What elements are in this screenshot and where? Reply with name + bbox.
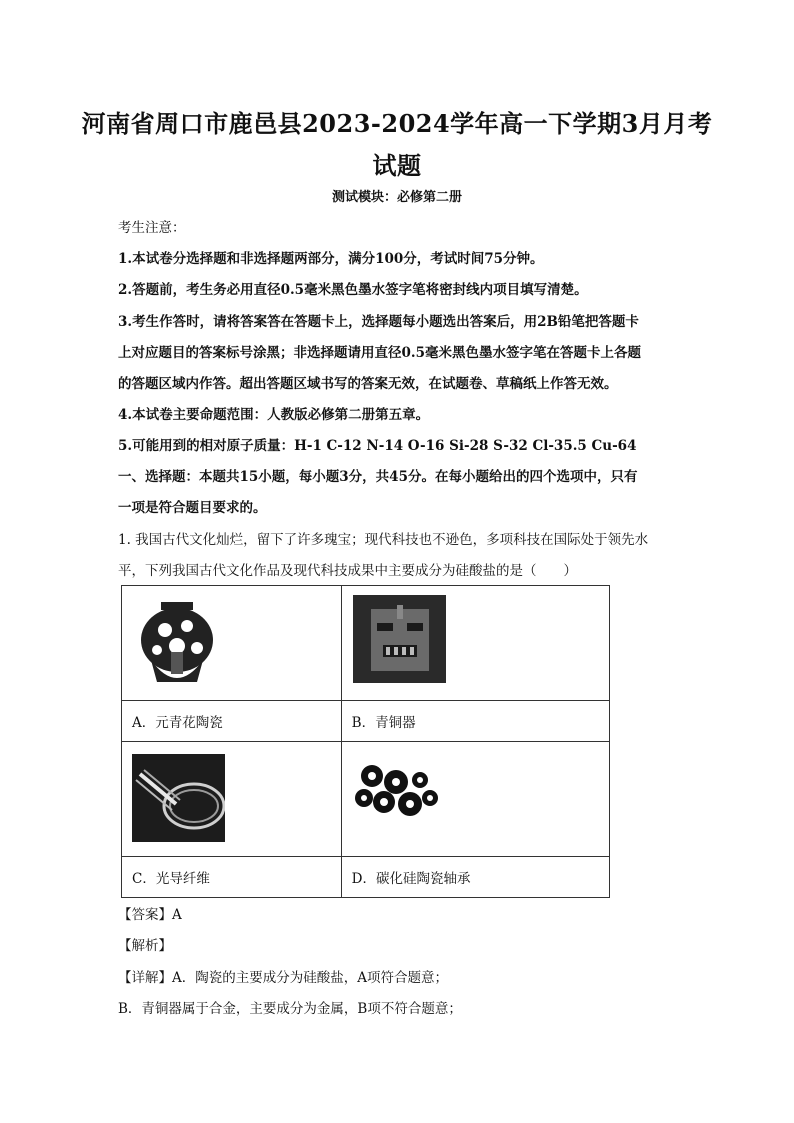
section-heading-b: 一项是符合题目要求的。 (118, 500, 267, 516)
option-a-label: A．元青花陶瓷 (122, 701, 342, 742)
notice-3b: 上对应题目的答案标号涂黑；非选择题请用直径0.5毫米黑色墨水签字笔在答题卡上各题 (118, 345, 641, 361)
notice-4: 4.本试卷主要命题范围：人教版必修第二册第五章。 (118, 407, 430, 423)
exam-title-line2: 试题 (372, 151, 422, 180)
question-1-line-b: 平，下列我国古代文化作品及现代科技成果中主要成分为硅酸盐的是（ ） (118, 563, 577, 579)
optical-fiber-image (132, 754, 225, 842)
option-a-image-cell (122, 586, 342, 701)
detail-line-2: B．青铜器属于合金，主要成分为金属，B项不符合题意； (118, 1001, 462, 1017)
exam-title-line1: 河南省周口市鹿邑县2023-2024学年高一下学期3月月考 (81, 109, 713, 138)
blue-white-porcelain-image (137, 600, 217, 688)
notice-2: 2.答题前，考生务必用直径0.5毫米黑色墨水签字笔将密封线内项目填写清楚。 (118, 282, 588, 298)
question-1-line-a: 1. 我国古代文化灿烂，留下了许多瑰宝；现代科技也不逊色，多项科技在国际处于领先水 (118, 532, 649, 548)
detail-line-1: 【详解】A．陶瓷的主要成分为硅酸盐，A项符合题意； (118, 970, 448, 986)
section-heading-a: 一、选择题：本题共15小题，每小题3分，共45分。在每小题给出的四个选项中，只有 (118, 469, 638, 485)
options-table (121, 585, 610, 898)
notice-3c: 的答题区域内作答。超出答题区域书写的答案无效，在试题卷、草稿纸上作答无效。 (118, 376, 618, 392)
option-b-image-cell (341, 586, 609, 701)
analysis-heading: 【解析】 (118, 938, 172, 954)
option-c-image-cell (122, 742, 342, 857)
answer-line: 【答案】A (118, 907, 182, 923)
option-d-label: D．碳化硅陶瓷轴承 (341, 857, 609, 898)
bronze-mask-image (353, 595, 446, 683)
notice-1: 1.本试卷分选择题和非选择题两部分，满分100分，考试时间75分钟。 (118, 251, 544, 267)
silicon-carbide-bearing-image (350, 762, 440, 832)
option-c-label: C．光导纤维 (122, 857, 342, 898)
notice-3a: 3.考生作答时，请将答案答在答题卡上，选择题每小题选出答案后，用2B铅笔把答题卡 (118, 314, 639, 330)
notice-heading: 考生注意： (118, 220, 186, 236)
option-d-image-cell (341, 742, 609, 857)
exam-subtitle: 测试模块：必修第二册 (331, 190, 462, 205)
option-b-label: B．青铜器 (341, 701, 609, 742)
notice-5: 5.可能用到的相对原子质量：H-1 C-12 N-14 O-16 Si-28 S-32 Cl-35.5 Cu-64 (118, 438, 637, 454)
